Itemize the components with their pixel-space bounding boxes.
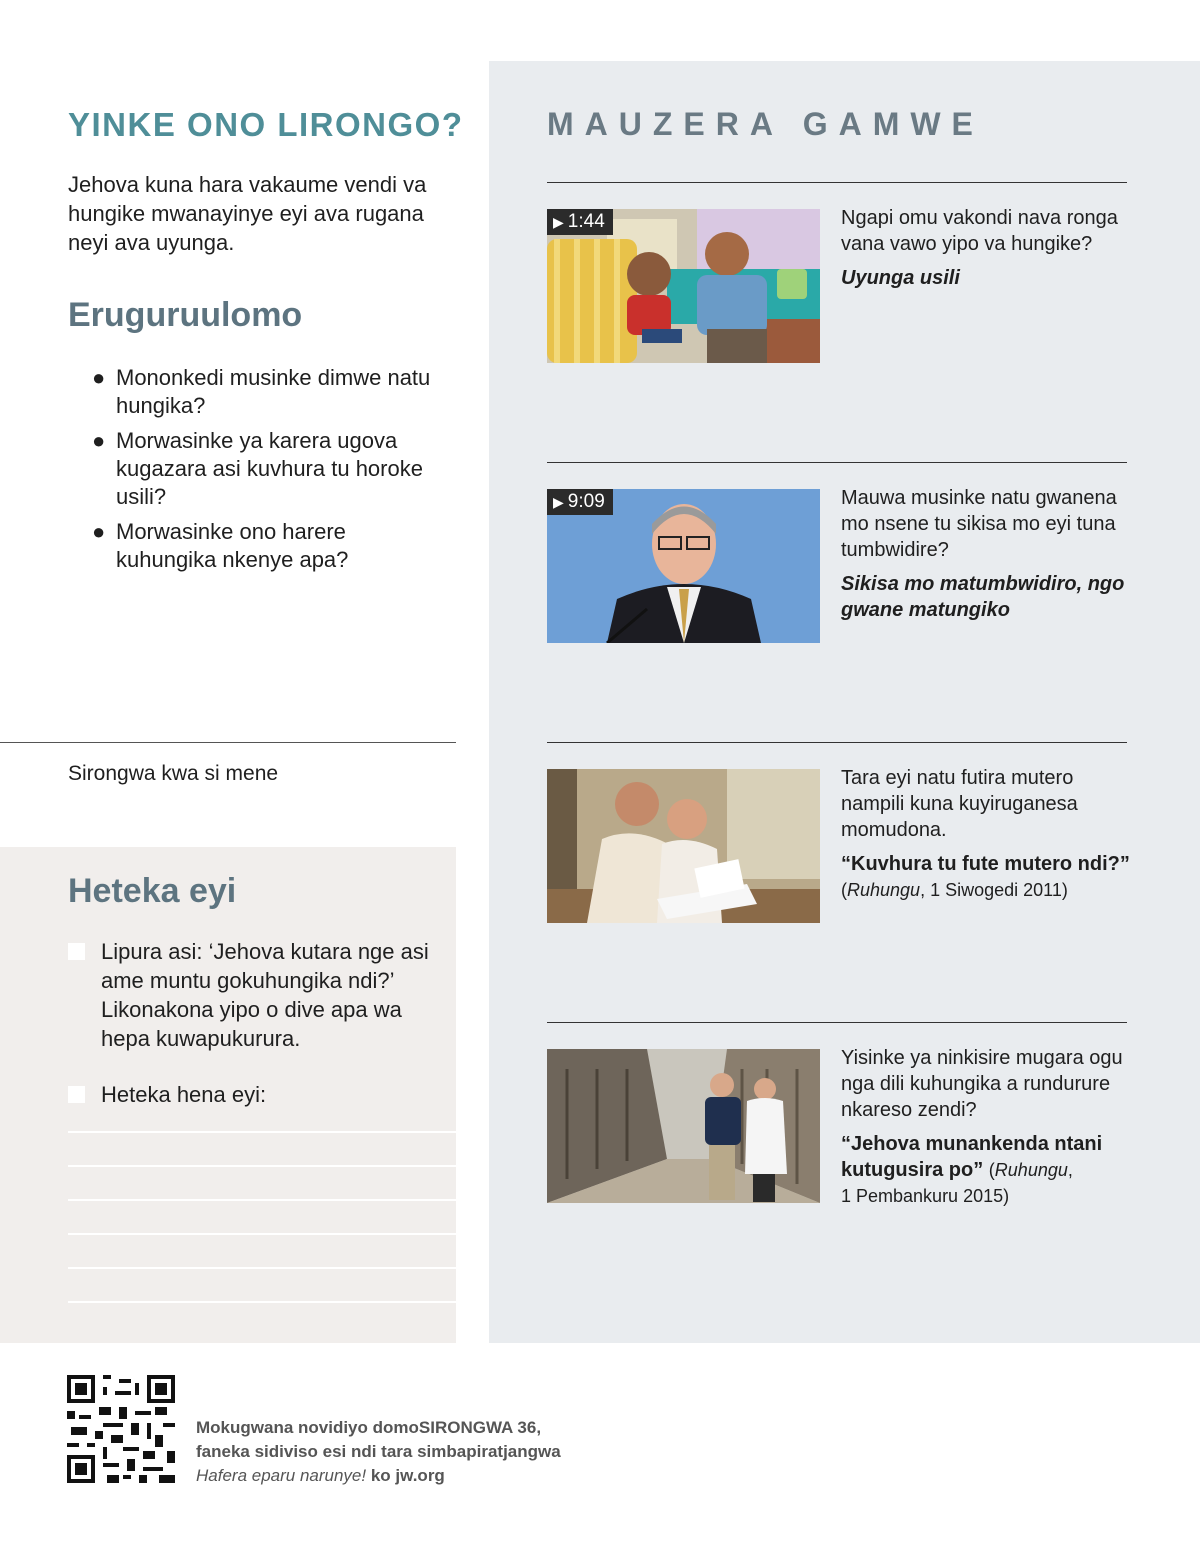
writing-line[interactable]	[68, 1267, 456, 1269]
writing-line[interactable]	[68, 1131, 456, 1133]
related-item-text: Yisinke ya ninkisire mugara ogu nga dili kuhungika a rundurure nkareso zendi? “Jehova munankenda ntani kutugusira po” (Ruhungu, 1 Pembankuru 2015)	[841, 1045, 1131, 1209]
qr-code-icon	[67, 1375, 175, 1483]
video-thumbnail[interactable]	[547, 209, 820, 363]
article-thumbnail[interactable]	[547, 1049, 820, 1203]
qr-code[interactable]	[67, 1375, 175, 1483]
bullet-icon: ●	[92, 428, 106, 453]
writing-line[interactable]	[68, 1233, 456, 1235]
list-item: ● Morwasinke ya karera ugova kugazara asi kuvhura tu horoke usili?	[92, 428, 423, 509]
article-thumbnail[interactable]	[547, 769, 820, 923]
video-link[interactable]: Sikisa mo matumbwidiro, ngo gwane matungiko	[841, 573, 1125, 621]
couple-paying-bills-image	[547, 769, 820, 923]
more-title: MAUZERA GAMWE	[547, 106, 984, 142]
writing-line[interactable]	[68, 1199, 456, 1201]
task-item: Lipura asi: ‘Jehova kutara nge asi ame muntu gokuhungika ndi?’ Likonakona yipo o dive apa wa hepa kuwapukurura.	[68, 937, 428, 1057]
bullet-icon: ●	[92, 519, 106, 544]
writing-line[interactable]	[68, 1165, 456, 1167]
footer-text: Mokugwana novidiyo domoSIRONGWA 36, faneka sidiviso esi ndi tara simbapiratjangwa Hafera eparu narunye! ko jw.org	[196, 1418, 561, 1485]
related-item-text: Tara eyi natu futira mutero nampili kuna kuyiruganesa momudona. “Kuvhura tu fute mutero ndi?” (Ruhungu, 1 Siwogedi 2011)	[841, 765, 1131, 903]
writing-line[interactable]	[68, 1301, 456, 1303]
video-duration-badge: ▶ 9:09	[547, 489, 613, 515]
play-icon: ▶	[553, 214, 564, 230]
list-item: ● Mononkedi musinke dimwe natu hungika?	[92, 365, 431, 418]
video-link[interactable]: Uyunga usili	[841, 267, 960, 289]
article-link[interactable]: “Kuvhura tu fute mutero ndi?” (Ruhungu, 1 Siwogedi 2011)	[841, 853, 1130, 900]
divider	[547, 742, 1127, 743]
video-thumbnail[interactable]	[547, 489, 820, 643]
divider	[547, 462, 1127, 463]
divider	[547, 182, 1127, 183]
intro-text: Jehova kuna hara vakaume vendi va hungike mwanayinye eyi ava rugana neyi ava uyunga.	[68, 172, 427, 255]
play-icon: ▶	[553, 494, 564, 510]
checkbox[interactable]	[68, 1086, 85, 1103]
article-link[interactable]: “Jehova munankenda ntani kutugusira po” (Ruhungu, 1 Pembankuru 2015)	[841, 1133, 1103, 1206]
couple-walking-street-image	[547, 1049, 820, 1203]
related-item-text: Ngapi omu vakondi nava ronga vana vawo yipo va hungike? Uyunga usili	[841, 205, 1131, 291]
review-heading: Heteka eyi	[68, 872, 237, 910]
bullet-icon: ●	[92, 365, 106, 390]
section-title: YINKE ONO LIRONGO?	[68, 106, 464, 143]
summary-heading: Eruguruulomo	[68, 296, 303, 334]
related-item-text: Mauwa musinke natu gwanena mo nsene tu sikisa mo eyi tuna tumbwidire? Sikisa mo matumbwidiro, ngo gwane matungiko	[841, 485, 1131, 623]
video-duration-badge: ▶ 1:44	[547, 209, 613, 235]
list-item: ● Morwasinke ono harere kuhungika nkenye apa?	[92, 519, 349, 572]
divider	[547, 1022, 1127, 1023]
summary-questions	[92, 364, 452, 581]
notes-label: Sirongwa kwa si mene	[68, 762, 279, 785]
task-item: Heteka hena eyi:	[68, 1080, 428, 1110]
divider	[0, 742, 456, 743]
checkbox[interactable]	[68, 943, 85, 960]
